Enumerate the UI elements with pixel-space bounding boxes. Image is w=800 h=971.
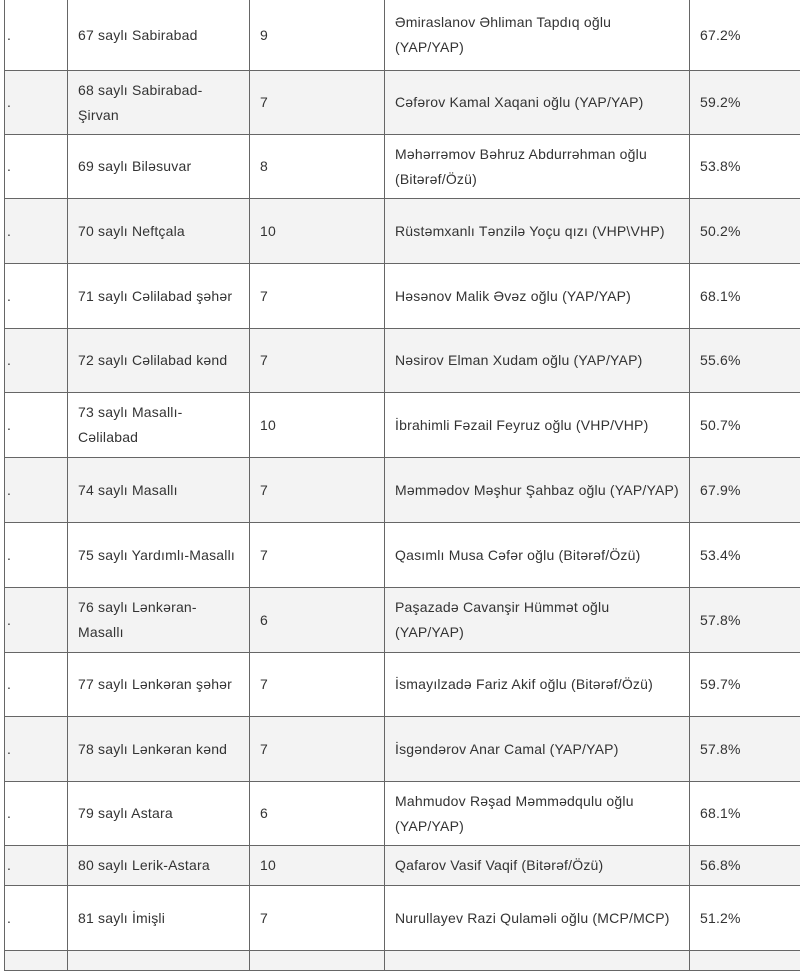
row-number-cell: . xyxy=(5,199,68,264)
vote-percent-cell: 59.7% xyxy=(690,653,800,717)
winner-cell: İsgəndərov Anar Camal (YAP/YAP) xyxy=(385,717,690,782)
row-number-cell: . xyxy=(5,71,68,135)
table-row xyxy=(5,886,800,951)
district-cell: 79 saylı Astara xyxy=(68,782,250,846)
candidate-count-cell: 7 xyxy=(250,458,385,523)
winner-cell: İsmayılzadə Fariz Akif oğlu (Bitərəf/Özü) xyxy=(385,653,690,717)
winner-cell: Məhərrəmov Bəhruz Abdurrəhman oğlu (Bitərəf/Özü) xyxy=(385,135,690,199)
winner-cell: Həsənov Malik Əvəz oğlu (YAP/YAP) xyxy=(385,264,690,329)
winner-cell: Mahmudov Rəşad Məmmədqulu oğlu (YAP/YAP) xyxy=(385,782,690,846)
vote-percent-cell: 50.2% xyxy=(690,199,800,264)
district-cell: 78 saylı Lənkəran kənd xyxy=(68,717,250,782)
district-cell: 68 saylı Sabirabad-Şirvan xyxy=(68,71,250,135)
vote-percent-cell: 53.4% xyxy=(690,523,800,588)
vote-percent-cell: 68.1% xyxy=(690,264,800,329)
vote-percent-cell: 67.2% xyxy=(690,0,800,71)
row-number-cell: . xyxy=(5,886,68,951)
table-row xyxy=(5,0,800,71)
table-row xyxy=(5,264,800,329)
row-number-cell: . xyxy=(5,653,68,717)
district-cell: 72 saylı Cəlilabad kənd xyxy=(68,329,250,393)
winner-cell: Əmiraslanov Əhliman Tapdıq oğlu (YAP/YAP) xyxy=(385,0,690,71)
vote-percent-cell: 59.2% xyxy=(690,71,800,135)
district-cell: 71 saylı Cəlilabad şəhər xyxy=(68,264,250,329)
district-cell: 74 saylı Masallı xyxy=(68,458,250,523)
table-row xyxy=(5,717,800,782)
candidate-count-cell: 10 xyxy=(250,846,385,886)
row-number-cell: . xyxy=(5,264,68,329)
row-number-cell: . xyxy=(5,588,68,653)
vote-percent-cell: 68.1% xyxy=(690,782,800,846)
vote-percent-cell: 57.8% xyxy=(690,717,800,782)
winner-cell: Qasımlı Musa Cəfər oğlu (Bitərəf/Özü) xyxy=(385,523,690,588)
table-row xyxy=(5,199,800,264)
table-row xyxy=(5,71,800,135)
candidate-count-cell: 7 xyxy=(250,264,385,329)
table-row xyxy=(5,523,800,588)
results-table-body xyxy=(5,0,800,971)
winner-cell: Paşazadə Cavanşir Hümmət oğlu (YAP/YAP) xyxy=(385,588,690,653)
candidate-count-cell: 7 xyxy=(250,717,385,782)
candidate-count-cell: 8 xyxy=(250,135,385,199)
candidate-count-cell: 6 xyxy=(250,588,385,653)
winner-cell: Nəsirov Elman Xudam oğlu (YAP/YAP) xyxy=(385,329,690,393)
district-cell: 80 saylı Lerik-Astara xyxy=(68,846,250,886)
row-number-cell: . xyxy=(5,135,68,199)
table-row xyxy=(5,846,800,886)
district-cell xyxy=(68,951,250,971)
candidate-count-cell: 10 xyxy=(250,199,385,264)
row-number-cell: . xyxy=(5,458,68,523)
results-table xyxy=(4,0,800,971)
candidate-count-cell: 6 xyxy=(250,782,385,846)
table-row xyxy=(5,135,800,199)
row-number-cell: . xyxy=(5,523,68,588)
table-row xyxy=(5,329,800,393)
row-number-cell: . xyxy=(5,782,68,846)
row-number-cell: . xyxy=(5,0,68,71)
table-row xyxy=(5,588,800,653)
vote-percent-cell: 50.7% xyxy=(690,393,800,458)
vote-percent-cell: 55.6% xyxy=(690,329,800,393)
winner-cell: Nurullayev Razi Qulaməli oğlu (MCP/MCP) xyxy=(385,886,690,951)
district-cell: 76 saylı Lənkəran-Masallı xyxy=(68,588,250,653)
vote-percent-cell: 53.8% xyxy=(690,135,800,199)
district-cell: 75 saylı Yardımlı-Masallı xyxy=(68,523,250,588)
district-cell: 73 saylı Masallı-Cəlilabad xyxy=(68,393,250,458)
district-cell: 70 saylı Neftçala xyxy=(68,199,250,264)
table-row xyxy=(5,653,800,717)
vote-percent-cell: 57.8% xyxy=(690,588,800,653)
vote-percent-cell: 56.8% xyxy=(690,846,800,886)
table-row xyxy=(5,393,800,458)
table-row xyxy=(5,951,800,971)
district-cell: 81 saylı İmişli xyxy=(68,886,250,951)
winner-cell xyxy=(385,951,690,971)
vote-percent-cell xyxy=(690,951,800,971)
winner-cell: Qafarov Vasif Vaqif (Bitərəf/Özü) xyxy=(385,846,690,886)
district-cell: 77 saylı Lənkəran şəhər xyxy=(68,653,250,717)
row-number-cell: . xyxy=(5,393,68,458)
candidate-count-cell: 7 xyxy=(250,523,385,588)
vote-percent-cell: 51.2% xyxy=(690,886,800,951)
candidate-count-cell: 9 xyxy=(250,0,385,71)
row-number-cell: . xyxy=(5,329,68,393)
candidate-count-cell: 10 xyxy=(250,393,385,458)
winner-cell: Cəfərov Kamal Xaqani oğlu (YAP/YAP) xyxy=(385,71,690,135)
candidate-count-cell: 7 xyxy=(250,653,385,717)
district-cell: 69 saylı Biləsuvar xyxy=(68,135,250,199)
district-cell: 67 saylı Sabirabad xyxy=(68,0,250,71)
winner-cell: Rüstəmxanlı Tənzilə Yoçu qızı (VHP\VHP) xyxy=(385,199,690,264)
row-number-cell xyxy=(5,951,68,971)
winner-cell: İbrahimli Fəzail Feyruz oğlu (VHP/VHP) xyxy=(385,393,690,458)
candidate-count-cell: 7 xyxy=(250,71,385,135)
vote-percent-cell: 67.9% xyxy=(690,458,800,523)
winner-cell: Məmmədov Məşhur Şahbaz oğlu (YAP/YAP) xyxy=(385,458,690,523)
table-row xyxy=(5,458,800,523)
candidate-count-cell xyxy=(250,951,385,971)
candidate-count-cell: 7 xyxy=(250,886,385,951)
table-row xyxy=(5,782,800,846)
row-number-cell: . xyxy=(5,846,68,886)
candidate-count-cell: 7 xyxy=(250,329,385,393)
row-number-cell: . xyxy=(5,717,68,782)
